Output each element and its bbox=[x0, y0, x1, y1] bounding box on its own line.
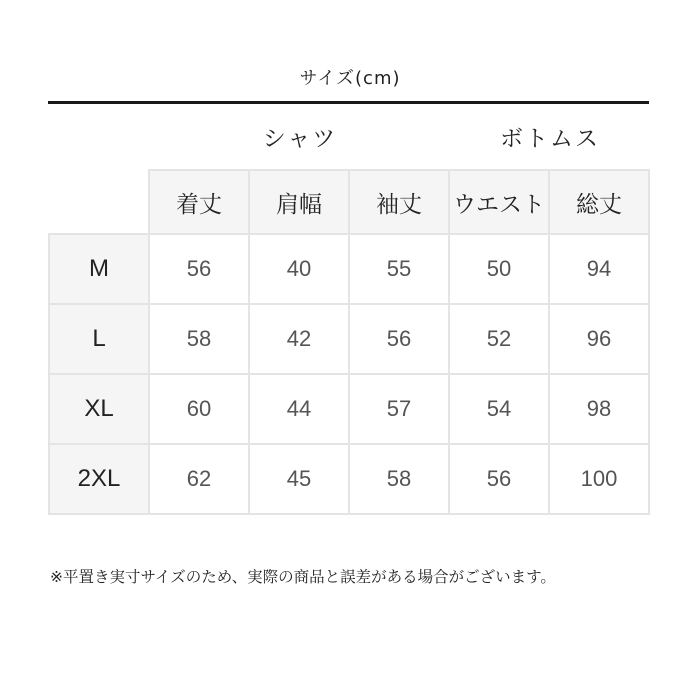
column-header-sleeve: 袖丈 bbox=[349, 170, 449, 234]
table-cell: 45 bbox=[249, 444, 349, 514]
table-cell: 58 bbox=[149, 304, 249, 374]
table-row bbox=[49, 234, 649, 304]
table-cell: 100 bbox=[549, 444, 649, 514]
table-corner bbox=[49, 170, 149, 234]
table-cell: 62 bbox=[149, 444, 249, 514]
table-cell: 56 bbox=[149, 234, 249, 304]
table-cell: 96 bbox=[549, 304, 649, 374]
column-header-total-length: 総丈 bbox=[549, 170, 649, 234]
table-row bbox=[49, 444, 649, 514]
row-header-size: 2XL bbox=[49, 444, 149, 514]
table-header-row bbox=[49, 170, 649, 234]
size-table bbox=[48, 169, 650, 515]
table-cell: 56 bbox=[449, 444, 549, 514]
table-cell: 58 bbox=[349, 444, 449, 514]
table-cell: 94 bbox=[549, 234, 649, 304]
title-divider bbox=[48, 101, 649, 104]
column-header-waist: ウエスト bbox=[449, 170, 549, 234]
table-cell: 54 bbox=[449, 374, 549, 444]
table-cell: 98 bbox=[549, 374, 649, 444]
table-cell: 55 bbox=[349, 234, 449, 304]
table-cell: 42 bbox=[249, 304, 349, 374]
row-header-size: L bbox=[49, 304, 149, 374]
measurement-note: ※平置き実寸サイズのため、実際の商品と誤差がある場合がございます。 bbox=[50, 568, 556, 586]
group-label-bottoms: ボトムス bbox=[500, 126, 600, 152]
table-cell: 57 bbox=[349, 374, 449, 444]
table-row bbox=[49, 374, 649, 444]
table-row bbox=[49, 304, 649, 374]
group-label-shirts: シャツ bbox=[262, 126, 338, 152]
table-cell: 40 bbox=[249, 234, 349, 304]
column-header-length: 着丈 bbox=[149, 170, 249, 234]
table-cell: 50 bbox=[449, 234, 549, 304]
column-header-shoulder: 肩幅 bbox=[249, 170, 349, 234]
table-cell: 56 bbox=[349, 304, 449, 374]
table-cell: 52 bbox=[449, 304, 549, 374]
table-cell: 44 bbox=[249, 374, 349, 444]
row-header-size: XL bbox=[49, 374, 149, 444]
table-cell: 60 bbox=[149, 374, 249, 444]
size-chart-title: サイズ(cm) bbox=[299, 68, 401, 89]
row-header-size: M bbox=[49, 234, 149, 304]
